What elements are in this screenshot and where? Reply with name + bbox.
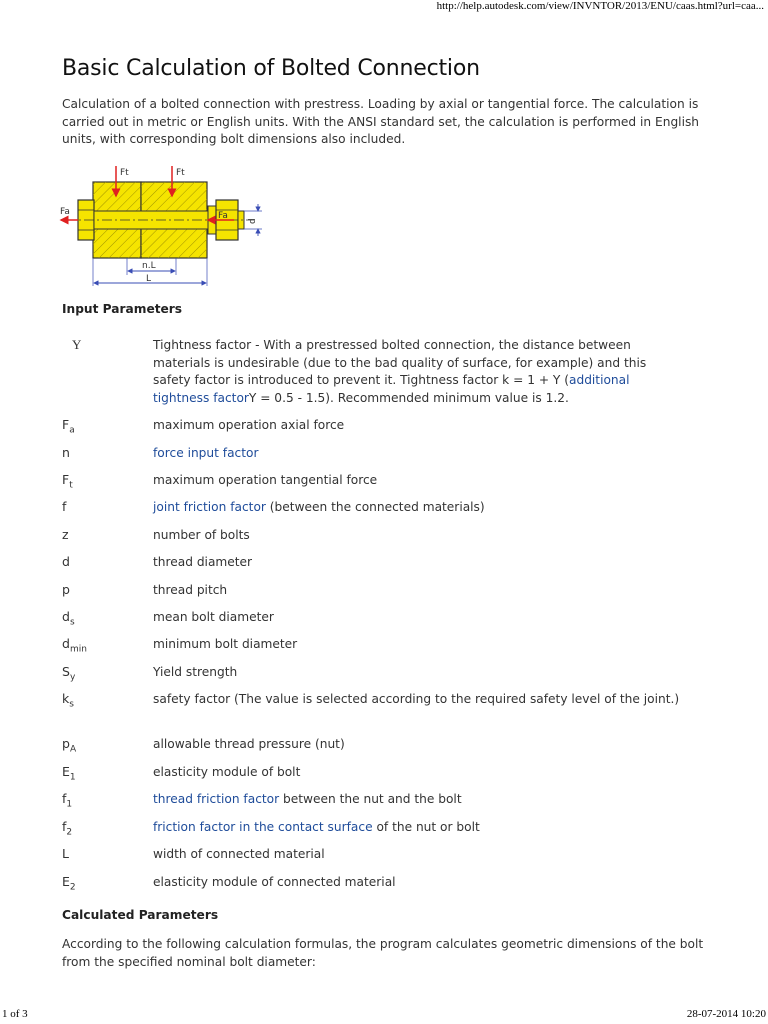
param-description: safety factor (The value is selected according to the required safety level of the joint.) xyxy=(153,692,680,706)
param-symbol: z xyxy=(62,527,69,542)
param-symbol: $E_2$ xyxy=(62,874,76,893)
param-symbol: $F_t$ xyxy=(62,472,73,491)
param-description: width of connected material xyxy=(153,847,325,861)
print-page-number: 1 of 3 xyxy=(2,1008,28,1020)
param-description: Tightness factor - With a prestressed bolted connection, the distance between materials is undesirable (due to the bad quality of surface, for example) and this safety factor is introduced to prevent it. Tightness factor k = 1 + Y (additional tightness factorY = 0.5 - 1.5). Recommended minimum value is 1.2. xyxy=(153,338,647,405)
param-description: mean bolt diameter xyxy=(153,610,274,624)
param-symbol: d xyxy=(62,554,70,569)
param-symbol: $d_{min}$ xyxy=(62,636,87,655)
param-description: allowable thread pressure (nut) xyxy=(153,737,345,751)
calculated-parameters-heading: Calculated Parameters xyxy=(62,908,219,922)
additional-tightness-factor-link[interactable]: additional tightness factor xyxy=(153,373,630,405)
param-description: friction factor in the contact surface of the nut or bolt xyxy=(153,820,480,834)
l-dimension-label: L xyxy=(146,274,152,284)
intro-paragraph: Calculation of a bolted connection with prestress. Loading by axial or tangential force. The calculation is carried out in metric or English units. With the ANSI standard set, the calculation is performed in English units, with corresponding bolt dimensions also included. xyxy=(62,97,700,146)
nl-dimension-label: n.L xyxy=(142,261,156,271)
ft-right-label: Ft xyxy=(176,168,185,178)
param-symbol: L xyxy=(62,846,69,861)
param-description: thread pitch xyxy=(153,583,228,597)
param-description: maximum operation axial force xyxy=(153,418,345,432)
param-description: joint friction factor (between the connected materials) xyxy=(153,500,485,514)
param-description: maximum operation tangential force xyxy=(153,473,378,487)
param-symbol: $p_A$ xyxy=(62,736,77,755)
bolted-connection-diagram xyxy=(58,160,270,290)
param-description: thread diameter xyxy=(153,555,253,569)
param-description: minimum bolt diameter xyxy=(153,637,298,651)
param-symbol: $k_s$ xyxy=(62,691,74,710)
param-description: Yield strength xyxy=(153,665,238,679)
ft-left-label: Ft xyxy=(120,168,129,178)
param-symbol: f xyxy=(62,499,67,514)
param-description: number of bolts xyxy=(153,528,250,542)
param-description: thread friction factor between the nut and the bolt xyxy=(153,792,462,806)
print-header-url: http://help.autodesk.com/view/INVNTOR/2013/ENU/caas.html?url=caa... xyxy=(436,0,764,12)
param-symbol: $f_2$ xyxy=(62,819,73,838)
param-symbol: $F_a$ xyxy=(62,417,75,436)
param-symbol: n xyxy=(62,445,70,460)
fa-right-label: Fa xyxy=(218,211,228,221)
page-title: Basic Calculation of Bolted Connection xyxy=(62,56,480,81)
joint-friction-factor-link[interactable]: joint friction factor xyxy=(153,500,266,514)
param-symbol: $E_1$ xyxy=(62,764,76,783)
param-description: elasticity module of connected material xyxy=(153,875,396,889)
d-dimension-label: d xyxy=(248,218,258,224)
force-input-factor-link[interactable]: force input factor xyxy=(153,446,259,460)
param-symbol: $f_1$ xyxy=(62,791,73,810)
param-symbol: p xyxy=(62,582,70,597)
fa-left-label: Fa xyxy=(60,207,70,217)
print-datetime: 28-07-2014 10:20 xyxy=(686,1008,766,1020)
param-description xyxy=(153,445,683,463)
param-symbol: $S_y$ xyxy=(62,664,76,683)
param-description: elasticity module of bolt xyxy=(153,765,301,779)
param-symbol: Y xyxy=(72,337,82,352)
param-symbol: $d_s$ xyxy=(62,609,75,628)
calculated-parameters-text: According to the following calculation formulas, the program calculates geometric dimensions of the bolt from the specified nominal bolt diameter: xyxy=(62,937,704,969)
input-parameters-heading: Input Parameters xyxy=(62,302,183,316)
thread-friction-factor-link[interactable]: thread friction factor xyxy=(153,792,280,806)
contact-friction-factor-link[interactable]: friction factor in the contact surface xyxy=(153,820,373,834)
